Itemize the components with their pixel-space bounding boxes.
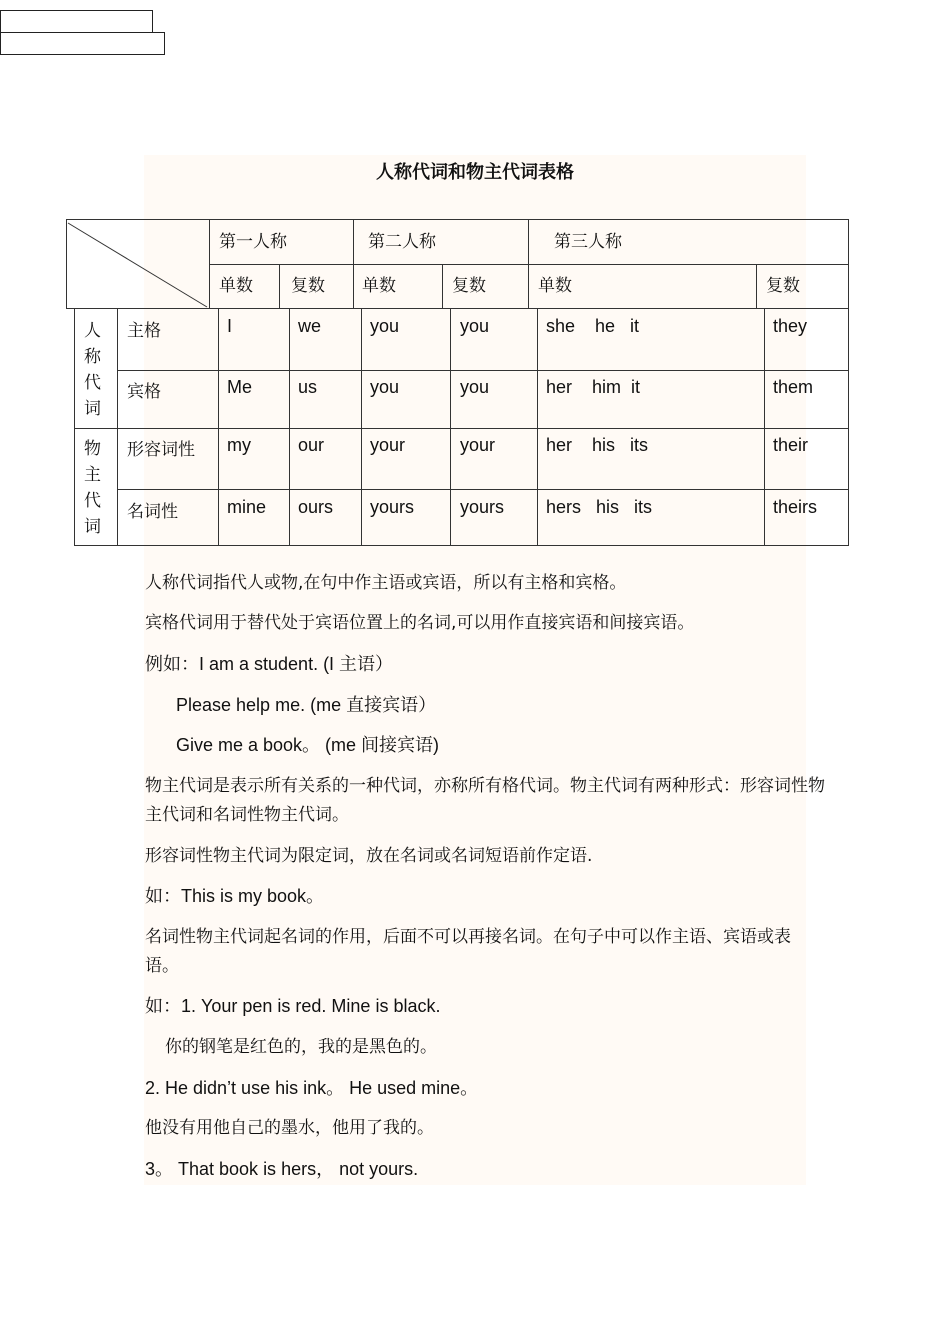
table-divider-v2 <box>353 219 354 309</box>
example-line: 如：1. Your pen is red. Mine is black. <box>145 996 441 1016</box>
table-col-v-b <box>218 308 219 546</box>
header-plural-3: 复数 <box>766 276 800 296</box>
table-cell: you <box>370 316 400 336</box>
table-cell: she he it <box>546 316 640 336</box>
table-cell: your <box>370 435 406 455</box>
table-col-v-e <box>450 308 451 546</box>
paragraph: 形容词性物主代词为限定词，放在名词或名词短语前作定语. <box>145 846 593 866</box>
group-possessive-char-2: 主 <box>84 465 101 485</box>
table-cell: us <box>298 377 318 397</box>
table-cell: yours <box>460 497 505 517</box>
table-cell: her him it <box>546 377 641 397</box>
page-title: 人称代词和物主代词表格 <box>376 162 574 183</box>
table-border-right <box>848 219 849 546</box>
header-singular-2: 单数 <box>362 276 396 296</box>
table-col-v-a <box>117 308 118 546</box>
table-cell: you <box>460 316 490 336</box>
example-line: 如：This is my book。 <box>145 886 325 906</box>
table-cell: my <box>227 435 251 455</box>
header-singular-3: 单数 <box>538 276 572 296</box>
table-row-divider-3 <box>117 489 849 490</box>
table-cell: hers his its <box>546 497 653 517</box>
row-label-adjectival: 形容词性 <box>127 440 195 460</box>
table-cell: mine <box>227 497 267 517</box>
example-line: Please help me. (me 直接宾语） <box>176 695 437 715</box>
group-personal-char-1: 人 <box>84 321 101 341</box>
header-diagonal-line <box>66 219 210 309</box>
table-cell: you <box>460 377 490 397</box>
table-row-divider-2 <box>74 428 849 429</box>
group-possessive-char-3: 代 <box>84 491 101 511</box>
table-divider-h-sub2 <box>442 264 443 309</box>
table-row-divider-1 <box>117 370 849 371</box>
example-line: 例如：I am a student. (I 主语） <box>145 654 394 674</box>
header-singular-1: 单数 <box>219 276 253 296</box>
row-label-object: 宾格 <box>127 382 161 402</box>
paragraph: 人称代词指代人或物,在句中作主语或宾语，所以有主格和宾格。 <box>145 573 627 593</box>
table-divider-h-sub1 <box>279 264 280 309</box>
table-cell: I <box>227 316 233 336</box>
translation-line: 你的钢笔是红色的，我的是黑色的。 <box>165 1037 437 1057</box>
table-col-v-g <box>764 308 765 546</box>
table-border-bottom <box>74 545 849 546</box>
table-cell: yours <box>370 497 415 517</box>
header-plural-2: 复数 <box>452 276 486 296</box>
paragraph: 物主代词是表示所有关系的一种代词，亦称所有格代词。物主代词有两种形式：形容词性物主代词和名词性物主代词。 <box>145 776 825 825</box>
group-personal-char-4: 词 <box>84 399 101 419</box>
table-cell: we <box>298 316 322 336</box>
example-line: 3。 That book is hers， not yours. <box>145 1159 419 1179</box>
header-box-bottom <box>0 32 165 55</box>
example-line: Give me a book。 (me 间接宾语) <box>176 735 440 755</box>
table-divider-persons <box>209 264 849 265</box>
table-border-left-body <box>74 308 75 546</box>
paragraph: 宾格代词用于替代处于宾语位置上的名词,可以用作直接宾语和间接宾语。 <box>145 613 695 633</box>
table-divider-h-sub3 <box>756 264 757 309</box>
translation-line: 他没有用他自己的墨水，他用了我的。 <box>145 1118 434 1138</box>
table-col-v-f <box>537 308 538 546</box>
table-cell: Me <box>227 377 253 397</box>
table-cell: you <box>370 377 400 397</box>
header-plural-1: 复数 <box>291 276 325 296</box>
header-box-top <box>0 10 153 33</box>
table-cell: her his its <box>546 435 649 455</box>
table-col-v-c <box>289 308 290 546</box>
group-possessive-char-4: 词 <box>84 517 101 537</box>
header-first-person: 第一人称 <box>219 232 287 252</box>
group-personal-char-2: 称 <box>84 347 101 367</box>
table-cell: theirs <box>773 497 818 517</box>
row-label-subject: 主格 <box>127 321 161 341</box>
table-cell: they <box>773 316 808 336</box>
table-cell: their <box>773 435 809 455</box>
group-personal-char-3: 代 <box>84 373 101 393</box>
table-cell: them <box>773 377 814 397</box>
table-cell: ours <box>298 497 334 517</box>
group-possessive-char-1: 物 <box>84 439 101 459</box>
table-cell: your <box>460 435 496 455</box>
table-divider-v3 <box>528 219 529 309</box>
example-line: 2. He didn’t use his ink。 He used mine。 <box>145 1078 479 1098</box>
table-cell: our <box>298 435 325 455</box>
header-third-person: 第三人称 <box>554 232 622 252</box>
row-label-nominal: 名词性 <box>127 502 178 522</box>
paragraph: 名词性物主代词起名词的作用，后面不可以再接名词。在句子中可以作主语、宾语或表语。 <box>145 927 791 976</box>
table-col-v-d <box>361 308 362 546</box>
header-second-person: 第二人称 <box>368 232 436 252</box>
